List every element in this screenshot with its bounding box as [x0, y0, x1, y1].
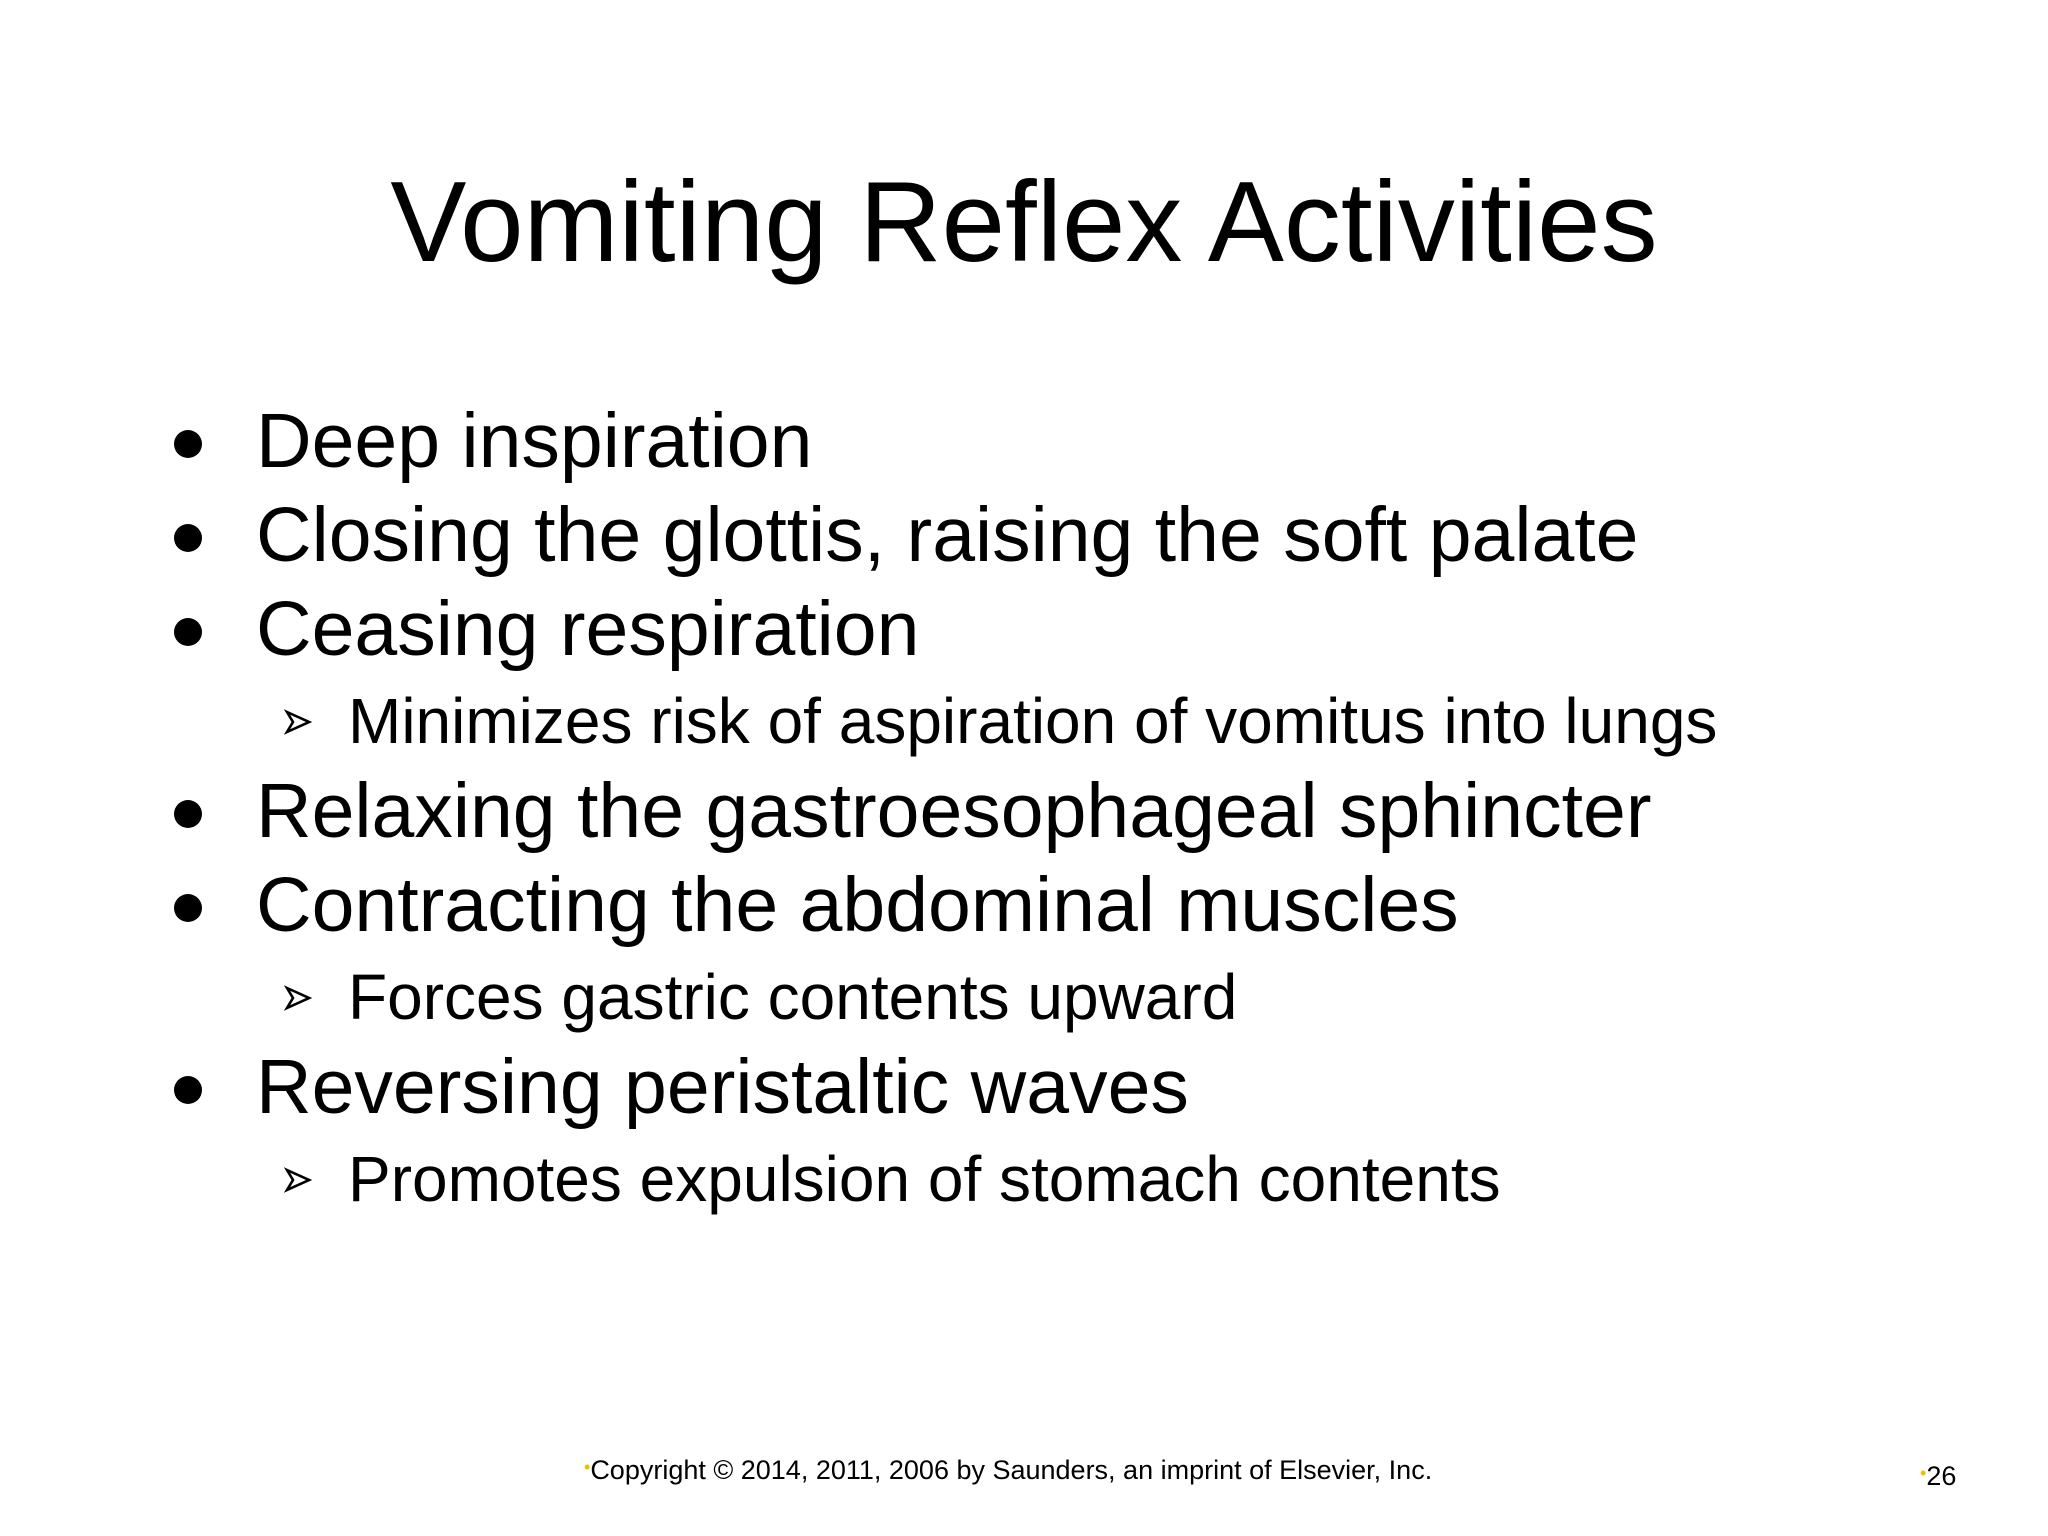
list-item	[174, 766, 1651, 856]
filled-circle-bullet-icon	[174, 800, 202, 828]
list-item-text: Minimizes risk of aspiration of vomitus into lungs	[348, 685, 1718, 757]
copyright-text: Copyright © 2014, 2011, 2006 by Saunders, an imprint of Elsevier, Inc.	[590, 1455, 1433, 1485]
footer-bullet: •	[1920, 1463, 1927, 1483]
arrowhead-bullet-icon	[284, 708, 312, 736]
filled-circle-bullet-icon	[174, 894, 202, 922]
page-number-text: 26	[1926, 1461, 1957, 1491]
list-item-text: Relaxing the gastroesophageal sphincter	[256, 768, 1652, 854]
filled-circle-bullet-icon	[174, 618, 202, 646]
footer-copyright	[584, 1450, 1432, 1487]
list-item-text: Closing the glottis, raising the soft palate	[256, 492, 1639, 578]
list-item-text: Forces gastric contents upward	[348, 961, 1238, 1033]
list-item-text: Reversing peristaltic waves	[256, 1044, 1189, 1130]
page-number	[1920, 1456, 1956, 1493]
filled-circle-bullet-icon	[174, 524, 202, 552]
slide-title: Vomiting Reflex Activities	[390, 159, 1658, 286]
list-item	[284, 960, 1237, 1034]
arrowhead-bullet-icon	[284, 1166, 312, 1194]
filled-circle-bullet-icon	[174, 430, 202, 458]
list-item	[174, 860, 1459, 950]
list-item	[284, 684, 1717, 758]
list-item	[174, 1042, 1189, 1132]
footer-bullet: •	[584, 1457, 591, 1477]
filled-circle-bullet-icon	[174, 1076, 202, 1104]
list-item-text: Contracting the abdominal muscles	[256, 862, 1459, 948]
list-item-text: Promotes expulsion of stomach contents	[348, 1143, 1501, 1215]
list-item	[174, 584, 919, 674]
list-item-text: Deep inspiration	[256, 398, 813, 484]
list-item	[284, 1142, 1501, 1216]
list-item	[174, 396, 812, 486]
arrowhead-bullet-icon	[284, 984, 312, 1012]
list-item-text: Ceasing respiration	[256, 586, 920, 672]
list-item	[174, 490, 1639, 580]
